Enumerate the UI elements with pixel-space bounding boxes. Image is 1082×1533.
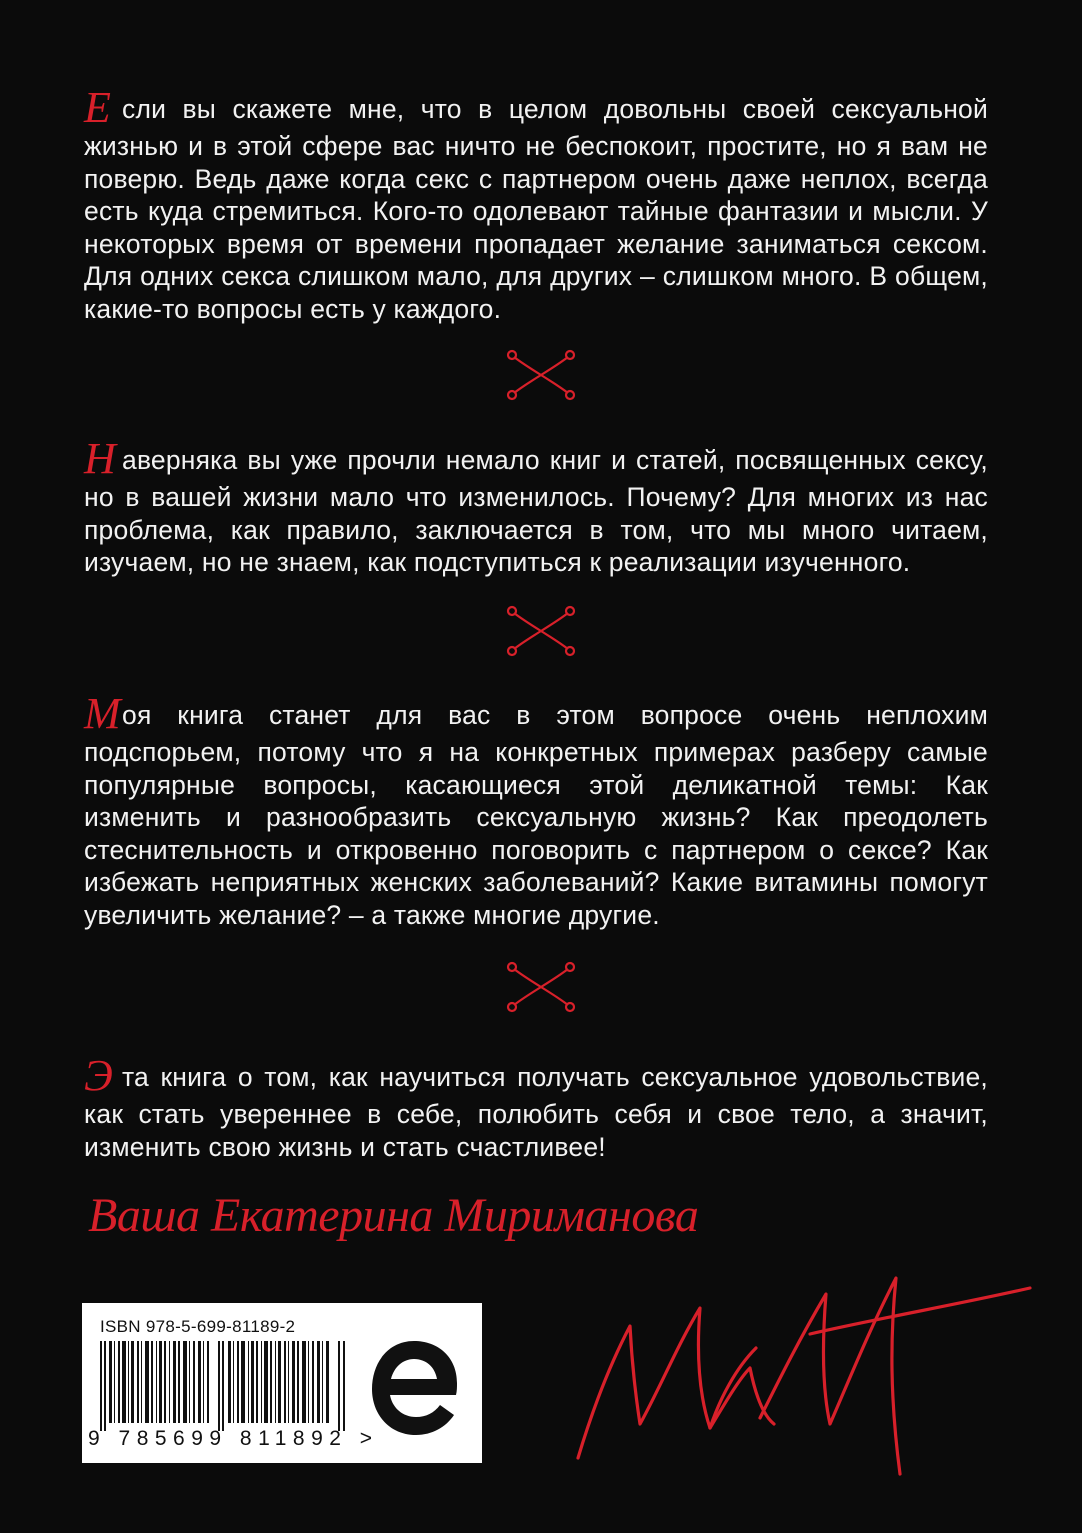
paragraph-2-initial: Н	[84, 434, 116, 483]
paragraph-1	[84, 83, 988, 326]
publisher-logo-icon	[368, 1337, 460, 1439]
paragraph-1-text: сли вы скажете мне, что в целом довольны своей сексуальной жизнью и в этой сфере вас ничто не беспокоит, простите, но я вам не поверю. Ведь даже когда секс с партнером очень даже неплох, всегда есть куда стремиться. Кого-то одолевают тайные фантазии и мысли. У некоторых время от времени пропадает желание заниматься сексом. Для одних секса слишком мало, для других – слишком много. В общем, какие-то вопросы есть у каждого.	[84, 94, 988, 324]
isbn-label: ISBN 978-5-699-81189-2	[100, 1317, 296, 1336]
paragraph-4-text: та книга о том, как научиться получать сексуальное удовольствие, как стать увереннее в себе, полюбить себя и свое тело, а значит, изменить свою жизнь и стать счастливее!	[84, 1062, 988, 1162]
author-closing: Ваша Екатерина Мириманова	[88, 1189, 699, 1242]
paragraph-3-text: оя книга станет для вас в этом вопросе очень неплохим подспорьем, потому что я на конкретных примерах разберу самые популярные вопросы, касающиеся этой деликатной темы: Как изменить и разнообразить сексуальную жизнь? Как преодолеть стеснительность и откровенно поговорить с партнером о сексе? Как избежать неприятных женских заболеваний? Какие витамины помогут увеличить желание? – а также многие другие.	[84, 700, 988, 930]
paragraph-3-initial: М	[84, 689, 121, 738]
barcode	[100, 1341, 350, 1431]
isbn-block	[82, 1303, 482, 1463]
ornament-divider-1	[505, 348, 577, 402]
paragraph-4-initial: Э	[84, 1051, 114, 1100]
barcode-digits: 9 785699 811892 >	[88, 1427, 379, 1450]
paragraph-2-text: аверняка вы уже прочли немало книг и статей, посвященных сексу, но в вашей жизни мало что изменилось. Почему? Для многих из нас проблема, как правило, заключается в том, что мы много читаем, изучаем, но не знаем, как подступиться к реализации изученного.	[84, 445, 988, 578]
paragraph-4	[84, 1051, 988, 1163]
paragraph-2	[84, 434, 988, 579]
paragraph-3	[84, 689, 988, 932]
paragraph-1-initial: Е	[84, 83, 112, 132]
ornament-divider-3	[505, 960, 577, 1014]
ornament-divider-2	[505, 604, 577, 658]
handwritten-signature	[560, 1248, 1040, 1488]
